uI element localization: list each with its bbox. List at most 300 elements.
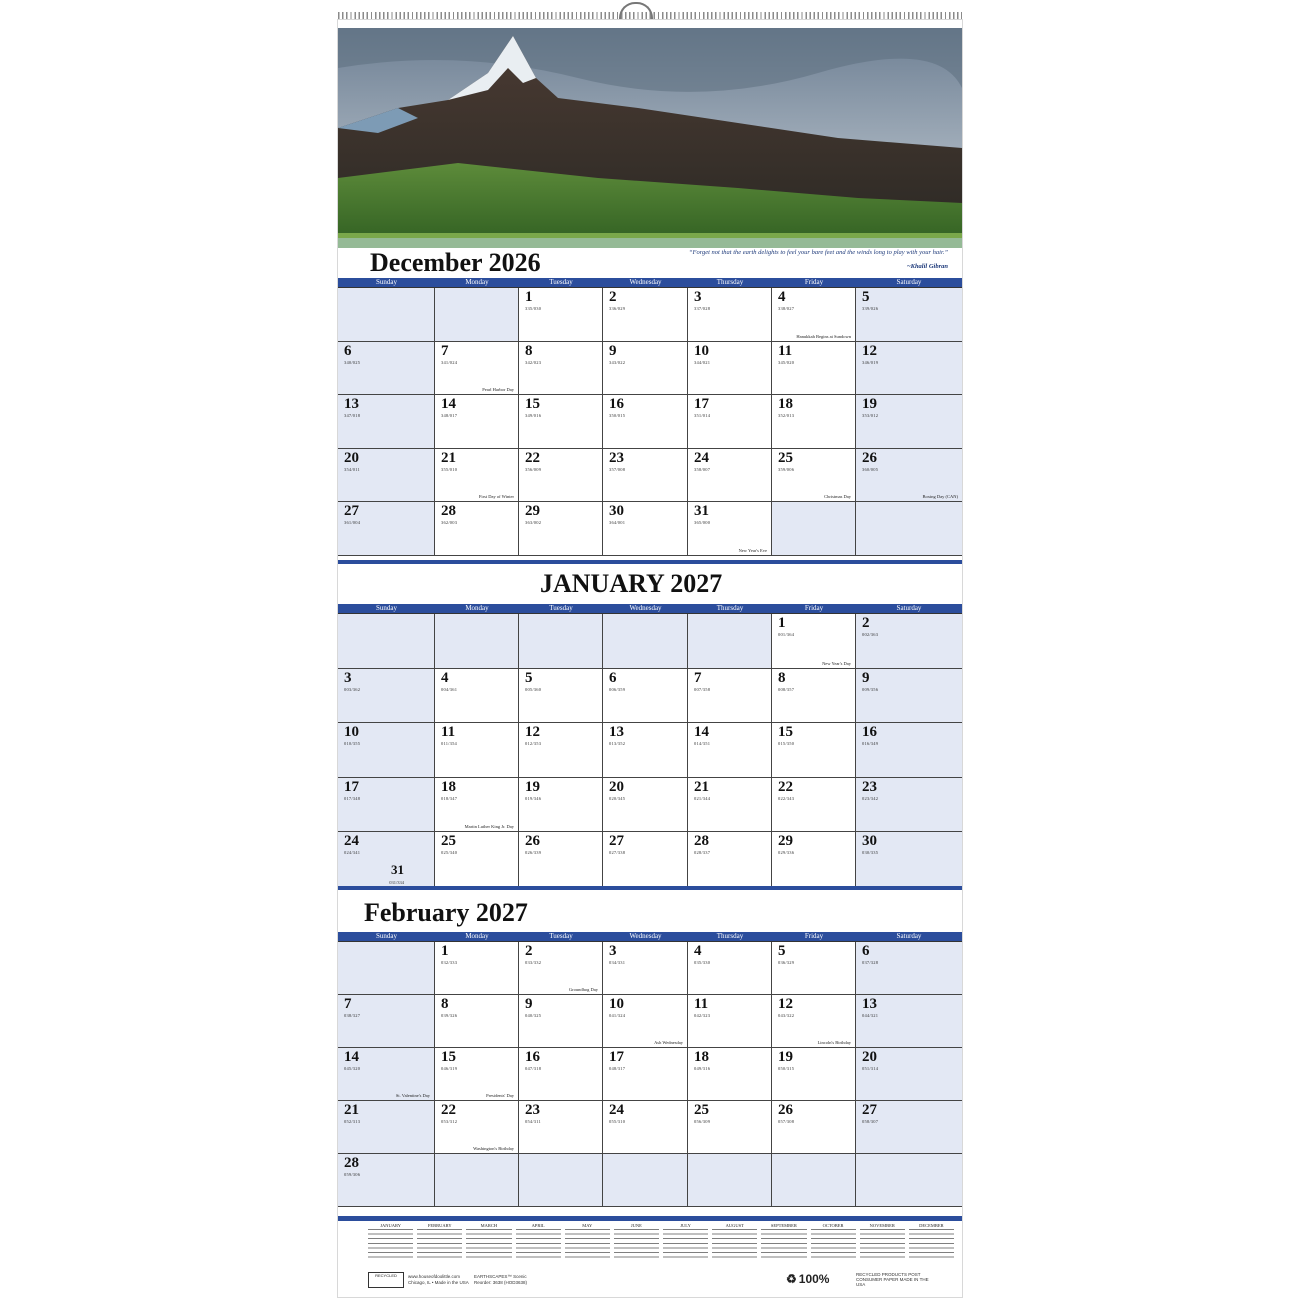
day-cell[interactable] bbox=[338, 1101, 435, 1154]
day-cell[interactable] bbox=[519, 942, 603, 995]
day-of-year: 028/337 bbox=[694, 850, 711, 855]
weekday-label: Tuesday bbox=[549, 278, 573, 286]
day-number: 3 bbox=[344, 669, 352, 686]
mini-month-name: APRIL bbox=[531, 1223, 545, 1228]
mini-month-name: OCTOBER bbox=[822, 1223, 844, 1228]
mini-month bbox=[663, 1223, 708, 1263]
weekday-label: Monday bbox=[465, 278, 489, 286]
day-number: 2 bbox=[609, 289, 617, 305]
day-cell[interactable] bbox=[519, 342, 603, 396]
day-cell[interactable] bbox=[856, 778, 962, 833]
day-cell[interactable] bbox=[338, 1048, 435, 1101]
day-number: 8 bbox=[441, 996, 449, 1012]
mini-month-name: MAY bbox=[582, 1223, 593, 1228]
reorder-number: Reorder: 3638 (HOD3638) bbox=[474, 1280, 528, 1285]
weekday-label: Monday bbox=[465, 604, 489, 612]
mini-month bbox=[417, 1223, 462, 1263]
day-cell[interactable] bbox=[772, 995, 856, 1048]
day-cell[interactable] bbox=[772, 832, 856, 887]
brand-info bbox=[408, 1274, 469, 1286]
day-number: 31 bbox=[694, 503, 709, 519]
day-of-year: 055/310 bbox=[609, 1119, 626, 1124]
day-of-year: 364/001 bbox=[609, 520, 626, 525]
day-cell[interactable] bbox=[856, 288, 962, 342]
day-of-year: 335/030 bbox=[525, 306, 542, 311]
day-cell[interactable] bbox=[435, 995, 519, 1048]
day-cell[interactable] bbox=[435, 395, 519, 449]
day-number: 30 bbox=[862, 833, 877, 849]
day-number: 15 bbox=[778, 724, 793, 740]
day-number: 9 bbox=[862, 669, 870, 686]
day-cell[interactable] bbox=[519, 1048, 603, 1101]
empty-day-cell[interactable] bbox=[435, 614, 519, 669]
day-number: 14 bbox=[344, 1049, 359, 1065]
day-number: 23 bbox=[525, 1102, 540, 1118]
holiday-label: Washington's Birthday bbox=[473, 1146, 514, 1151]
holiday-label: First Day of Winter bbox=[478, 494, 514, 499]
day-cell[interactable] bbox=[688, 502, 772, 556]
mini-month bbox=[860, 1223, 905, 1263]
day-of-year: 349/016 bbox=[525, 413, 542, 418]
day-number: 28 bbox=[694, 833, 709, 849]
day-cell[interactable] bbox=[338, 449, 435, 503]
day-cell[interactable] bbox=[772, 395, 856, 449]
mini-month-name: NOVEMBER bbox=[869, 1223, 895, 1228]
day-cell[interactable] bbox=[435, 778, 519, 833]
weekday-label: Monday bbox=[465, 932, 489, 940]
day-number: 24 bbox=[344, 833, 359, 849]
holiday-label: Martin Luther King Jr. Day bbox=[464, 824, 514, 829]
day-of-year: 356/009 bbox=[525, 466, 542, 472]
day-of-year: 027/338 bbox=[609, 850, 626, 855]
day-cell[interactable] bbox=[435, 449, 519, 503]
day-of-year: 021/344 bbox=[694, 795, 711, 801]
empty-day-cell[interactable] bbox=[856, 502, 962, 556]
day-cell[interactable] bbox=[338, 778, 435, 833]
day-cell[interactable] bbox=[856, 395, 962, 449]
day-cell[interactable] bbox=[772, 449, 856, 503]
day-of-year: 355/010 bbox=[441, 466, 458, 472]
day-cell[interactable] bbox=[338, 723, 435, 778]
empty-day-cell[interactable] bbox=[435, 288, 519, 342]
mini-month-dates bbox=[565, 1229, 610, 1259]
day-number: 12 bbox=[525, 724, 540, 740]
recycled-badge: RECYCLED bbox=[375, 1273, 397, 1278]
day-cell[interactable] bbox=[688, 1048, 772, 1101]
day-of-year: 348/017 bbox=[441, 413, 458, 418]
weekday-label: Saturday bbox=[896, 604, 922, 612]
day-cell[interactable] bbox=[519, 288, 603, 342]
brand-location: Chicago, IL • Made in the USA bbox=[408, 1280, 469, 1285]
day-cell[interactable] bbox=[435, 342, 519, 396]
day-cell[interactable] bbox=[603, 502, 688, 556]
day-cell[interactable] bbox=[772, 778, 856, 833]
day-of-year: 011/354 bbox=[441, 741, 457, 746]
day-cell[interactable] bbox=[772, 342, 856, 396]
day-of-year: 050/315 bbox=[778, 1066, 795, 1071]
empty-day-cell[interactable] bbox=[338, 942, 435, 995]
day-number: 6 bbox=[862, 943, 870, 959]
day-cell[interactable] bbox=[435, 723, 519, 778]
day-cell[interactable] bbox=[338, 669, 435, 724]
mini-month bbox=[565, 1223, 610, 1263]
day-cell[interactable] bbox=[603, 1048, 688, 1101]
day-cell[interactable] bbox=[603, 288, 688, 342]
day-cell[interactable] bbox=[856, 995, 962, 1048]
day-cell[interactable] bbox=[772, 1048, 856, 1101]
day-number: 26 bbox=[862, 449, 877, 466]
day-number: 26 bbox=[525, 833, 540, 849]
day-number: 11 bbox=[441, 724, 456, 740]
day-of-year: 344/021 bbox=[694, 359, 711, 365]
day-cell[interactable] bbox=[688, 995, 772, 1048]
day-of-year: 013/352 bbox=[609, 741, 626, 746]
day-cell[interactable] bbox=[603, 723, 688, 778]
day-cell[interactable] bbox=[519, 723, 603, 778]
day-of-year: 004/361 bbox=[441, 686, 458, 692]
weekday-label: Saturday bbox=[896, 278, 922, 286]
day-number: 12 bbox=[862, 342, 877, 359]
weekday-header bbox=[338, 932, 962, 941]
month-divider bbox=[338, 886, 962, 890]
empty-day-cell[interactable] bbox=[519, 614, 603, 669]
mini-month bbox=[909, 1223, 954, 1263]
day-cell[interactable] bbox=[688, 1101, 772, 1154]
day-number: 21 bbox=[344, 1102, 359, 1118]
day-of-year: 022/343 bbox=[778, 795, 795, 801]
day-cell[interactable] bbox=[519, 502, 603, 556]
recycle-icon: ♻ bbox=[786, 1272, 797, 1286]
empty-day-cell[interactable] bbox=[772, 1154, 856, 1207]
mini-month-name: JANUARY bbox=[380, 1223, 401, 1228]
day-of-year: 039/326 bbox=[441, 1013, 458, 1018]
series-name: EARTHSCAPES™ Scenic bbox=[474, 1274, 527, 1279]
day-cell[interactable] bbox=[435, 1048, 519, 1101]
weekday-header bbox=[338, 604, 962, 613]
day-number: 2 bbox=[862, 615, 870, 631]
day-number: 21 bbox=[694, 778, 709, 795]
day-cell[interactable] bbox=[435, 942, 519, 995]
day-number: 15 bbox=[525, 396, 540, 412]
mini-month bbox=[368, 1223, 413, 1263]
day-of-year: 001/364 bbox=[778, 632, 795, 637]
empty-day-cell[interactable] bbox=[688, 614, 772, 669]
day-cell[interactable] bbox=[338, 995, 435, 1048]
day-cell[interactable] bbox=[519, 395, 603, 449]
empty-day-cell[interactable] bbox=[338, 614, 435, 669]
day-number: 26 bbox=[778, 1102, 793, 1118]
day-cell[interactable] bbox=[856, 449, 962, 503]
day-cell[interactable] bbox=[688, 395, 772, 449]
empty-day-cell[interactable] bbox=[856, 1154, 962, 1207]
weekday-label: Thursday bbox=[716, 932, 744, 940]
holiday-label: Lincoln's Birthday bbox=[817, 1040, 851, 1045]
holiday-label: Presidents' Day bbox=[486, 1093, 514, 1098]
day-cell[interactable] bbox=[688, 449, 772, 503]
day-cell[interactable] bbox=[603, 342, 688, 396]
day-cell[interactable] bbox=[688, 669, 772, 724]
mini-month-dates bbox=[860, 1229, 905, 1259]
day-of-year: 041/324 bbox=[609, 1013, 626, 1018]
day-number: 11 bbox=[694, 996, 709, 1012]
day-cell[interactable] bbox=[688, 723, 772, 778]
day-cell[interactable] bbox=[519, 1101, 603, 1154]
day-cell[interactable] bbox=[856, 832, 962, 887]
day-number: 4 bbox=[778, 289, 786, 305]
day-of-year: 362/003 bbox=[441, 520, 458, 525]
day-of-year: 338/027 bbox=[778, 306, 795, 311]
day-cell[interactable] bbox=[435, 502, 519, 556]
day-of-year: 363/002 bbox=[525, 520, 542, 525]
day-of-year: 025/340 bbox=[441, 850, 458, 855]
day-of-year: 360/005 bbox=[862, 466, 879, 472]
day-of-year: 003/362 bbox=[344, 686, 361, 692]
mountain-photo bbox=[338, 28, 962, 248]
holiday-label: Groundhog Day bbox=[568, 987, 598, 992]
day-number: 19 bbox=[778, 1049, 793, 1065]
day-of-year: 357/008 bbox=[609, 466, 626, 472]
day-of-year: 043/322 bbox=[778, 1013, 795, 1018]
weekday-label: Sunday bbox=[376, 278, 397, 286]
mini-month-name: DECEMBER bbox=[919, 1223, 944, 1228]
day-number: 29 bbox=[778, 833, 793, 849]
day-number: 1 bbox=[778, 615, 786, 631]
day-of-year: 347/018 bbox=[344, 413, 361, 418]
day-of-year: 030/335 bbox=[862, 850, 879, 855]
day-cell[interactable] bbox=[856, 942, 962, 995]
day-of-year: 017/348 bbox=[344, 795, 361, 801]
mini-month-dates bbox=[712, 1229, 757, 1259]
day-cell[interactable] bbox=[856, 723, 962, 778]
empty-day-cell[interactable] bbox=[603, 614, 688, 669]
holiday-label: New Year's Eve bbox=[738, 547, 767, 553]
day-cell[interactable] bbox=[603, 778, 688, 833]
day-cell[interactable] bbox=[338, 832, 435, 887]
day-cell[interactable] bbox=[772, 614, 856, 669]
day-of-year: 350/015 bbox=[609, 413, 626, 418]
holiday-label: Boxing Day (CAN) bbox=[922, 494, 958, 499]
day-number: 16 bbox=[609, 396, 624, 412]
day-of-year: 046/319 bbox=[441, 1066, 458, 1071]
day-number: 13 bbox=[344, 396, 359, 412]
day-of-year: 345/020 bbox=[778, 359, 795, 365]
day-number: 14 bbox=[694, 724, 709, 740]
quote-text: “Forget not that the earth delights to feel your bare feet and the winds long to play with your hair.” bbox=[688, 249, 948, 256]
day-of-year: 023/342 bbox=[862, 795, 879, 801]
mini-month-name: SEPTEMBER bbox=[770, 1223, 797, 1228]
weekday-label: Sunday bbox=[376, 932, 397, 940]
day-of-year: 343/022 bbox=[609, 359, 626, 365]
mini-month-dates bbox=[516, 1229, 561, 1259]
mini-month-name: JUNE bbox=[630, 1223, 642, 1228]
day-cell[interactable] bbox=[856, 342, 962, 396]
weekday-label: Wednesday bbox=[629, 932, 662, 940]
day-number: 6 bbox=[609, 669, 617, 686]
day-cell[interactable] bbox=[519, 669, 603, 724]
day-cell[interactable] bbox=[856, 1048, 962, 1101]
day-number: 5 bbox=[778, 943, 786, 959]
day-cell[interactable] bbox=[688, 942, 772, 995]
day-cell[interactable] bbox=[772, 723, 856, 778]
day-of-year: 006/359 bbox=[609, 686, 626, 692]
mini-month-dates bbox=[761, 1229, 806, 1259]
day-of-year: 353/012 bbox=[862, 413, 879, 418]
day-cell[interactable] bbox=[856, 614, 962, 669]
day-cell[interactable] bbox=[772, 669, 856, 724]
day-number: 24 bbox=[609, 1102, 624, 1118]
day-cell[interactable] bbox=[772, 288, 856, 342]
series-info bbox=[474, 1274, 527, 1286]
empty-day-cell[interactable] bbox=[519, 1154, 603, 1207]
day-of-year: 005/360 bbox=[525, 686, 542, 692]
day-number: 19 bbox=[862, 396, 877, 412]
day-number: 7 bbox=[694, 669, 702, 686]
weekday-label: Saturday bbox=[896, 932, 922, 940]
day-cell[interactable] bbox=[688, 832, 772, 887]
day-cell[interactable] bbox=[772, 1101, 856, 1154]
day-of-year: 354/011 bbox=[344, 466, 360, 472]
day-of-year: 032/333 bbox=[441, 960, 458, 965]
day-number: 10 bbox=[609, 996, 624, 1012]
weekday-label: Thursday bbox=[716, 604, 744, 612]
day-of-year: 042/323 bbox=[694, 1013, 711, 1018]
mini-month-dates bbox=[614, 1229, 659, 1259]
weekday-label: Friday bbox=[804, 604, 824, 612]
day-cell[interactable] bbox=[435, 1101, 519, 1154]
day-of-year: 337/028 bbox=[694, 306, 711, 311]
day-number: 16 bbox=[525, 1049, 540, 1065]
mini-month-name: FEBRUARY bbox=[427, 1223, 452, 1228]
day-of-year: 047/318 bbox=[525, 1066, 542, 1071]
day-cell[interactable] bbox=[688, 288, 772, 342]
day-number: 19 bbox=[525, 778, 540, 795]
holiday-label: Christmas Day bbox=[824, 494, 851, 499]
day-number-shared: 31 bbox=[391, 861, 404, 877]
day-cell[interactable] bbox=[856, 669, 962, 724]
day-number: 8 bbox=[778, 669, 786, 686]
day-cell[interactable] bbox=[338, 1154, 435, 1207]
day-of-year: 052/313 bbox=[344, 1119, 361, 1124]
weekday-header bbox=[338, 278, 962, 287]
brand-url: www.houseofdoolittle.com bbox=[408, 1274, 461, 1279]
weekday-label: Tuesday bbox=[549, 604, 573, 612]
day-cell[interactable] bbox=[338, 395, 435, 449]
day-cell[interactable] bbox=[603, 449, 688, 503]
day-grid bbox=[338, 613, 962, 887]
weekday-label: Thursday bbox=[716, 278, 744, 286]
mini-month-name: AUGUST bbox=[725, 1223, 744, 1228]
empty-day-cell[interactable] bbox=[603, 1154, 688, 1207]
day-of-year: 339/026 bbox=[862, 306, 879, 311]
month-divider bbox=[338, 560, 962, 564]
day-number: 8 bbox=[525, 342, 533, 359]
recycled-percent-mark bbox=[786, 1272, 829, 1286]
day-of-year: 040/325 bbox=[525, 1013, 542, 1018]
footer-divider bbox=[338, 1216, 962, 1221]
day-number: 12 bbox=[778, 996, 793, 1012]
day-cell[interactable] bbox=[603, 942, 688, 995]
day-number: 4 bbox=[441, 669, 449, 686]
day-number: 18 bbox=[778, 396, 793, 412]
day-number: 1 bbox=[525, 289, 533, 305]
day-cell[interactable] bbox=[688, 778, 772, 833]
day-number: 17 bbox=[344, 778, 359, 795]
day-of-year: 045/320 bbox=[344, 1066, 361, 1071]
day-cell[interactable] bbox=[603, 395, 688, 449]
month-title-december: December 2026 bbox=[370, 248, 541, 277]
day-cell[interactable] bbox=[856, 1101, 962, 1154]
day-cell[interactable] bbox=[338, 502, 435, 556]
day-of-year: 019/346 bbox=[525, 795, 542, 801]
day-of-year: 014/351 bbox=[694, 741, 711, 746]
day-cell[interactable] bbox=[519, 995, 603, 1048]
day-cell[interactable] bbox=[688, 342, 772, 396]
mini-month bbox=[761, 1223, 806, 1263]
day-of-year: 342/023 bbox=[525, 359, 542, 365]
day-of-year: 033/332 bbox=[525, 960, 542, 965]
day-of-year: 044/321 bbox=[862, 1013, 879, 1018]
recycled-logo bbox=[368, 1272, 404, 1288]
empty-day-cell[interactable] bbox=[688, 1154, 772, 1207]
day-cell[interactable] bbox=[338, 342, 435, 396]
day-number: 20 bbox=[344, 449, 359, 466]
day-number: 25 bbox=[694, 1102, 709, 1118]
empty-day-cell[interactable] bbox=[338, 288, 435, 342]
weekday-label: Wednesday bbox=[629, 604, 662, 612]
day-number: 15 bbox=[441, 1049, 456, 1065]
empty-day-cell[interactable] bbox=[772, 502, 856, 556]
day-of-year: 016/349 bbox=[862, 741, 879, 746]
mini-month-dates bbox=[417, 1229, 462, 1259]
day-number: 3 bbox=[694, 289, 702, 305]
mini-month-dates bbox=[368, 1229, 413, 1259]
day-of-year: 365/000 bbox=[694, 520, 711, 525]
day-of-year: 018/347 bbox=[441, 795, 458, 801]
day-number: 30 bbox=[609, 503, 624, 519]
mini-month-name: MARCH bbox=[480, 1223, 498, 1228]
day-number: 28 bbox=[344, 1155, 359, 1171]
day-cell[interactable] bbox=[603, 995, 688, 1048]
empty-day-cell[interactable] bbox=[435, 1154, 519, 1207]
mini-month bbox=[712, 1223, 757, 1263]
mini-month bbox=[516, 1223, 561, 1263]
quote-author: ~Khalil Gibran bbox=[906, 263, 948, 270]
day-number: 9 bbox=[525, 996, 533, 1012]
day-cell[interactable] bbox=[435, 669, 519, 724]
day-cell[interactable] bbox=[519, 449, 603, 503]
day-cell[interactable] bbox=[603, 669, 688, 724]
day-grid bbox=[338, 287, 962, 556]
day-of-year: 057/308 bbox=[778, 1119, 795, 1124]
day-number: 27 bbox=[344, 503, 359, 519]
day-cell[interactable] bbox=[603, 832, 688, 887]
day-cell[interactable] bbox=[519, 778, 603, 833]
holiday-label: Ash Wednesday bbox=[654, 1040, 683, 1045]
day-of-year: 341/024 bbox=[441, 359, 458, 365]
day-cell[interactable] bbox=[603, 1101, 688, 1154]
day-of-year: 340/025 bbox=[344, 359, 361, 365]
mini-month-dates bbox=[811, 1229, 856, 1259]
day-cell[interactable] bbox=[519, 832, 603, 887]
day-of-year: 009/356 bbox=[862, 686, 879, 692]
mini-month bbox=[466, 1223, 511, 1263]
day-of-year: 054/311 bbox=[525, 1119, 541, 1124]
day-of-year: 358/007 bbox=[694, 466, 711, 472]
day-cell[interactable] bbox=[772, 942, 856, 995]
day-cell[interactable] bbox=[435, 832, 519, 887]
day-number: 4 bbox=[694, 943, 702, 959]
day-number: 27 bbox=[862, 1102, 877, 1118]
